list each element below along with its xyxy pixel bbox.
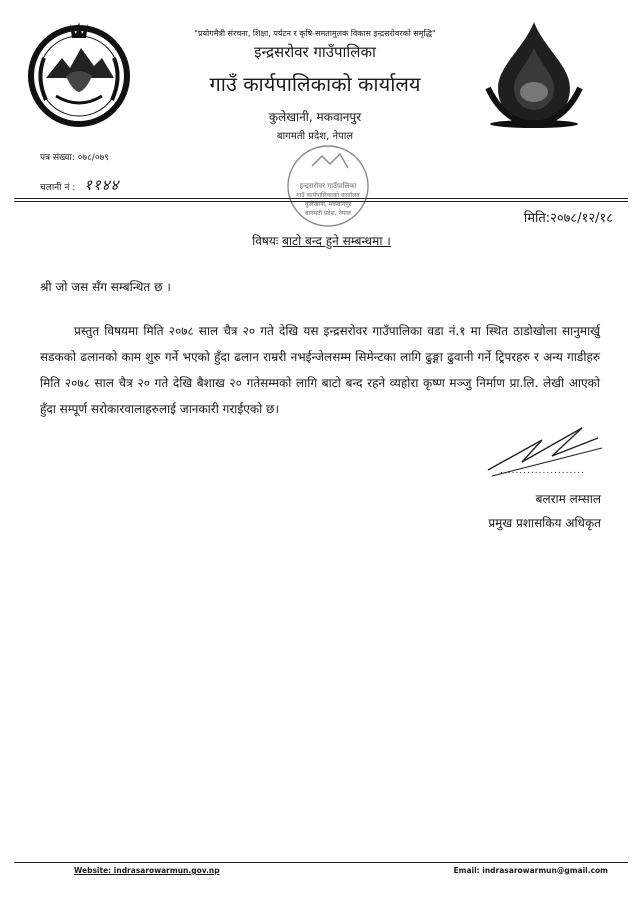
dispatch-value: ११४४ <box>84 176 120 194</box>
stamp-line-4: बागमती प्रदेश, नेपाल <box>305 210 351 217</box>
signatory-name: बलराम लम्साल <box>535 492 601 506</box>
office-name: गाउँ कार्यपालिकाको कार्यालय <box>209 72 421 96</box>
reference-value: ०७८/०७९ <box>77 153 109 163</box>
letter-greeting: श्री जो जस सँग सम्बन्धित छ । <box>40 280 171 294</box>
signatory-title: प्रमुख प्रशासकिय अधिकृत <box>488 516 601 530</box>
stamp-line-2: गाउँ कार्यपालिकाको कार्यालय <box>296 192 360 199</box>
footer-email[interactable]: Email: indrasarowarmun@gmail.com <box>453 866 608 875</box>
header-divider-bottom <box>14 201 628 202</box>
dispatch-number <box>40 175 119 195</box>
header-slogan: "प्रयोगमैत्री संरचना, शिक्षा, पर्यटन र कृषि-समतामुलक विकास इन्द्रसरोवरको समृद्धि" <box>194 29 436 38</box>
nepal-emblem-logo <box>26 18 132 128</box>
official-stamp <box>282 136 374 236</box>
municipality-logo <box>474 18 594 130</box>
header-divider-top <box>14 198 628 199</box>
letter-subject <box>0 232 643 249</box>
office-location: कुलेखानी, मकवानपुर <box>268 110 362 124</box>
stamp-line-3: कुलेखानी, मकवानपुर <box>304 201 352 208</box>
subject-text: बाटो बन्द हुने सम्बन्धमा । <box>282 234 391 248</box>
letter-body: प्रस्तुत विषयमा मिति २०७८ साल चैत्र २० गते देखि यस इन्द्रसरोवर गाउँपालिका वडा नं.१ मा स्थित ठाडोखोला सानुमार्खु सडकको ढलानको काम शुरु गर्ने भएको हुँदा ढलान राम्ररी नभईन्जेलसम्म सिमेन्टका लागि ढुङ्गा ढुवानी गर्ने ट्रिपरहरु र अन्य गाडीहरु मिति २०७८ साल चैत्र २० गते देखि बैशाख २० गतेसम्मको लागि बाटो बन्द रहने व्यहोरा कृष्ण मञ्जु निर्माण प्रा.लि. लेखी आएको हुँदा सम्पूर्ण सरोकारवालाहरुलाई जानकारी गराईएको छ। <box>40 324 600 416</box>
footer-divider <box>14 862 628 863</box>
footer-website[interactable]: Website: indrasarowarmun.gov.np <box>74 866 220 875</box>
reference-number <box>40 150 109 163</box>
signature-line: ...................... <box>500 466 585 476</box>
municipality-name: इन्द्रसरोवर गाउँपालिका <box>254 43 376 61</box>
stamp-line-1: इन्द्रसरोवर गाउँपालिका <box>299 182 357 190</box>
reference-label: पत्र संख्या: <box>40 153 75 163</box>
subject-label: विषयः <box>252 234 279 248</box>
letter-date: मिति:२०७८/१२/१८ <box>523 211 613 226</box>
dispatch-label: चलानी नं : <box>40 183 76 193</box>
office-province: बागमती प्रदेश, नेपाल <box>276 131 354 142</box>
